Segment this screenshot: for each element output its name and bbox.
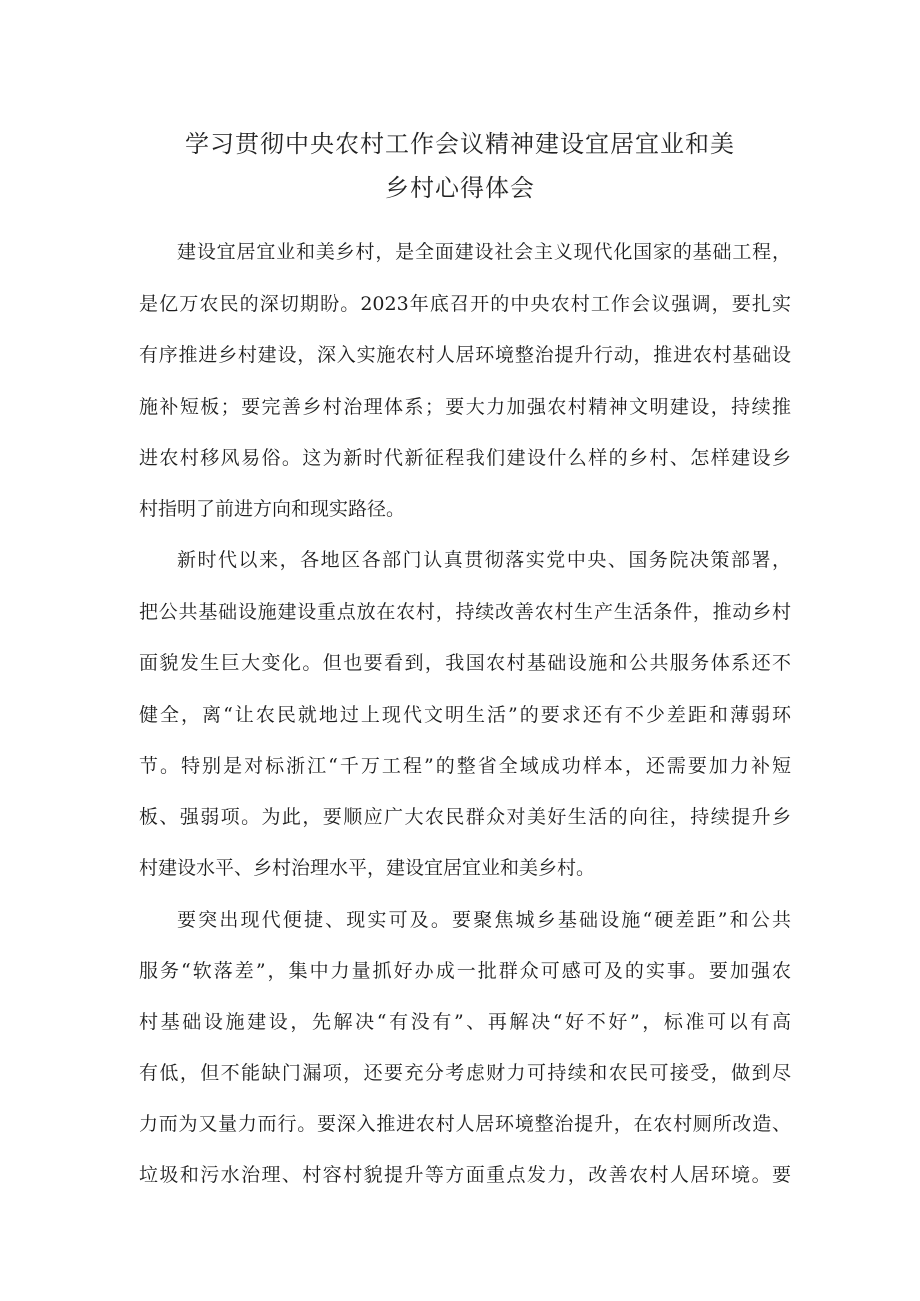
paragraph-line: 要突出现代便捷、现实可及。要聚焦城乡基础设施“硬差距”和公共 — [177, 909, 791, 931]
paragraph-line: 村建设水平、乡村治理水平，建设宜居宜业和美乡村。 — [139, 857, 596, 879]
paragraph-line: 力而为又量力而行。要深入推进农村人居环境整治提升，在农村厕所改造、 — [139, 1113, 791, 1135]
paragraph-line: 健全，离“让农民就地过上现代文明生活”的要求还有不少差距和薄弱环 — [139, 704, 791, 726]
document-title-line-1: 学习贯彻中央农村工作会议精神建设宜居宜业和美 — [185, 130, 735, 158]
paragraph-line: 是亿万农民的深切期盼。2023年底召开的中央农村工作会议强调，要扎实 — [139, 293, 791, 315]
paragraph-line: 有低，但不能缺门漏项，还要充分考虑财力可持续和农民可接受，做到尽 — [139, 1062, 791, 1084]
paragraph-line: 进农村移风易俗。这为新时代新征程我们建设什么样的乡村、怎样建设乡 — [139, 447, 791, 469]
paragraph-line: 把公共基础设施建设重点放在农村，持续改善农村生产生活条件，推动乡村 — [139, 601, 791, 623]
paragraph-line: 垃圾和污水治理、村容村貌提升等方面重点发力，改善农村人居环境。要 — [139, 1164, 791, 1186]
paragraph-line: 村指明了前进方向和现实路径。 — [139, 498, 406, 520]
paragraph-line: 板、强弱项。为此，要顺应广大农民群众对美好生活的向往，持续提升乡 — [139, 806, 791, 828]
paragraph-line: 施补短板；要完善乡村治理体系；要大力加强农村精神文明建设，持续推 — [139, 396, 791, 418]
paragraph-line: 节。特别是对标浙江“千万工程”的整省全域成功样本，还需要加力补短 — [139, 755, 791, 777]
paragraph-line: 有序推进乡村建设，深入实施农村人居环境整治提升行动，推进农村基础设 — [139, 344, 791, 366]
document-title-line-2: 乡村心得体会 — [385, 174, 535, 202]
paragraph-line: 服务“软落差”，集中力量抓好办成一批群众可感可及的实事。要加强农 — [139, 960, 791, 982]
paragraph-line: 新时代以来，各地区各部门认真贯彻落实党中央、国务院决策部署， — [177, 549, 791, 571]
paragraph-line: 面貌发生巨大变化。但也要看到，我国农村基础设施和公共服务体系还不 — [139, 652, 791, 674]
paragraph-line: 建设宜居宜业和美乡村，是全面建设社会主义现代化国家的基础工程， — [177, 241, 791, 263]
paragraph-line: 村基础设施建设，先解决“有没有”、再解决“好不好”，标准可以有高 — [139, 1011, 791, 1033]
